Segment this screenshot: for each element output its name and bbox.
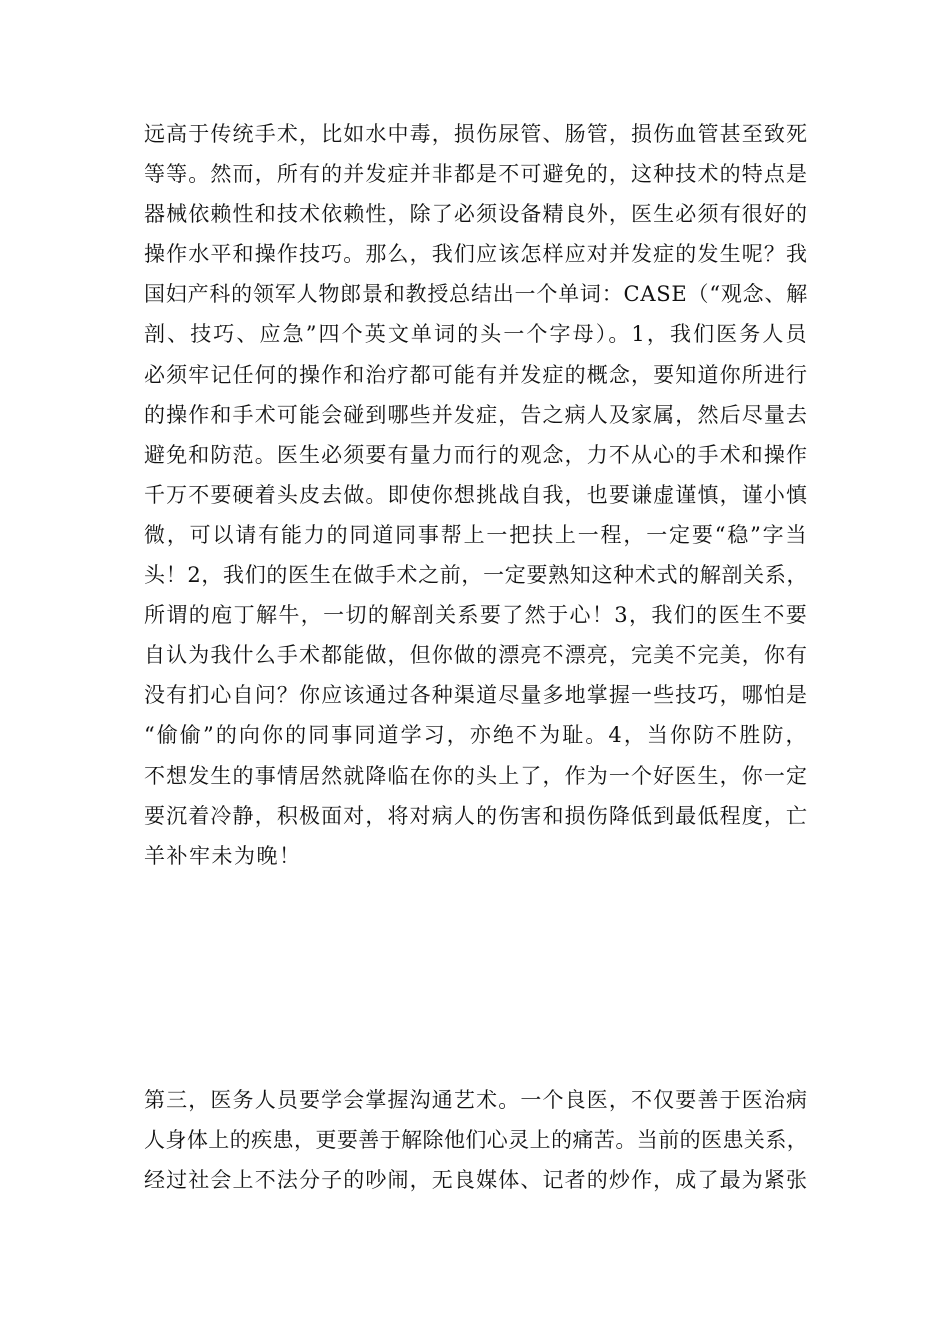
text-line: 微，可以请有能力的同道同事帮上一把扶上一程，一定要“稳”字当 — [144, 522, 808, 547]
text-line: 所谓的庖丁解牛，一切的解剖关系要了然于心！3，我们的医生不要 — [144, 603, 808, 628]
text-line: 人身体上的疾患，更要善于解除他们心灵上的痛苦。当前的医患关系， — [144, 1128, 808, 1153]
text-line: 要沉着冷静，积极面对，将对病人的伤害和损伤降低到最低程度，亡 — [144, 803, 808, 828]
text-line: 羊补牢未为晚！ — [144, 843, 302, 868]
text-line: 第三，医务人员要学会掌握沟通艺术。一个良医，不仅要善于医治病 — [144, 1088, 808, 1112]
text-line: 头！2，我们的医生在做手术之前，一定要熟知这种术式的解剖关系， — [144, 563, 808, 588]
text-line: 经过社会上不法分子的吵闹，无良媒体、记者的炒作，成了最为紧张 — [144, 1168, 808, 1193]
text-line: 避免和防范。医生必须要有量力而行的观念，力不从心的手术和操作 — [144, 442, 808, 467]
text-line: 剖、技巧、应急”四个英文单词的头一个字母）。1，我们医务人员 — [144, 322, 808, 347]
text-line: “偷偷”的向你的同事同道学习，亦绝不为耻。4，当你防不胜防， — [144, 723, 808, 748]
text-line: 没有扪心自问？你应该通过各种渠道尽量多地掌握一些技巧，哪怕是 — [144, 683, 808, 708]
paragraph-communication — [144, 1080, 808, 1200]
text-line: 千万不要硬着头皮去做。即使你想挑战自我，也要谦虚谨慎，谨小慎 — [144, 482, 808, 507]
text-line: 器械依赖性和技术依赖性，除了必须设备精良外，医生必须有很好的 — [144, 202, 808, 227]
text-line: 操作水平和操作技巧。那么，我们应该怎样应对并发症的发生呢？我 — [144, 242, 808, 267]
text-line: 国妇产科的领军人物郎景和教授总结出一个单词：CASE（“观念、解 — [144, 282, 808, 307]
text-line: 的操作和手术可能会碰到哪些并发症，告之病人及家属，然后尽量去 — [144, 402, 808, 427]
text-line: 等等。然而，所有的并发症并非都是不可避免的，这种技术的特点是 — [144, 162, 808, 187]
text-line: 不想发生的事情居然就降临在你的头上了，作为一个好医生，你一定 — [144, 763, 808, 788]
text-line: 必须牢记任何的操作和治疗都可能有并发症的概念，要知道你所进行 — [144, 362, 808, 387]
text-line: 远高于传统手术，比如水中毒，损伤尿管、肠管，损伤血管甚至致死 — [144, 122, 808, 146]
text-line: 自认为我什么手术都能做，但你做的漂亮不漂亮，完美不完美，你有 — [144, 643, 808, 668]
paragraph-complications — [144, 114, 808, 876]
